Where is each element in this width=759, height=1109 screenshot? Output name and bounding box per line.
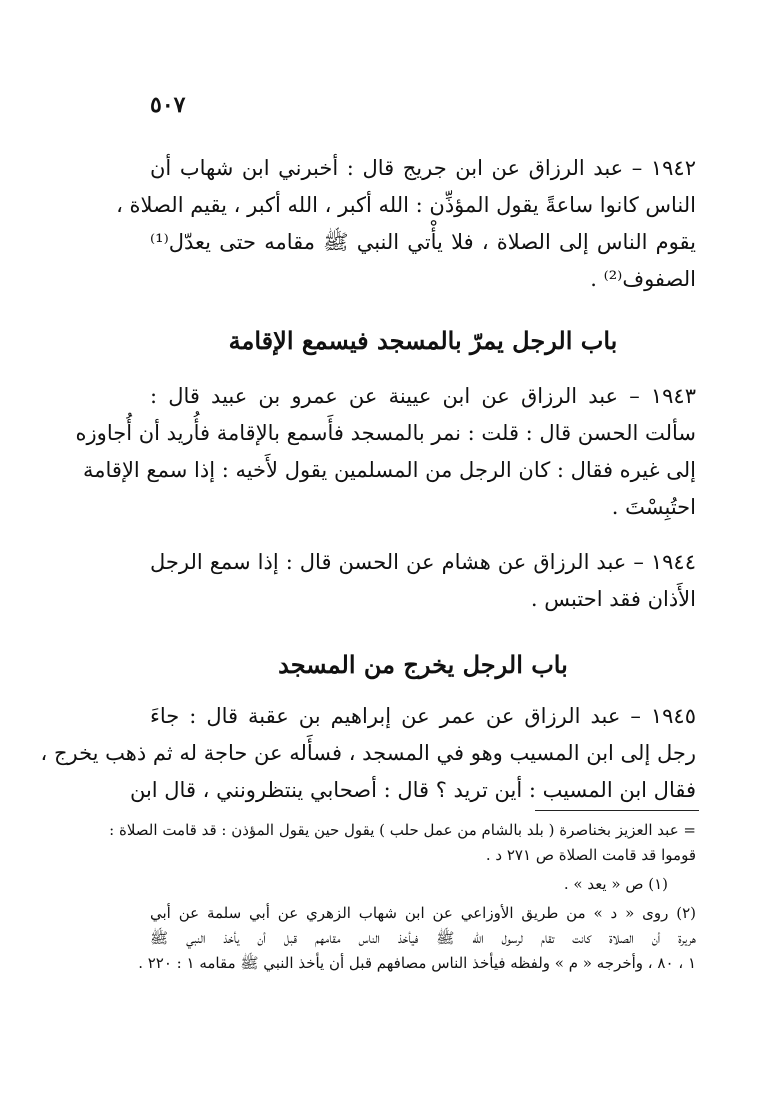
entry-1943-line: سألت الحسن قال : قلت : نمر بالمسجد فأَسمع بالإقامة فأُريد أن أُجاوزه: [75, 421, 696, 445]
entry-1944: [150, 544, 696, 618]
entry-1943-line: ١٩٤٣ – عبد الرزاق عن ابن عيينة عن عمرو بن عبيد قال :: [150, 384, 696, 408]
entry-1944-line: الأَذان فقد احتبس .: [530, 587, 696, 611]
entry-1942-line: الصفوف⁽²⁾ .: [590, 267, 696, 291]
page-number: ٥٠٧: [150, 92, 186, 118]
footnote-2: (٢) روى « د » من طريق الأوزاعي عن ابن شهاب الزهري عن أبي سلمة عن أبي: [150, 904, 696, 922]
chapter-heading: باب الرجل يمرّ بالمسجد فيسمع الإقامة: [228, 326, 618, 355]
entry-1943-line: إلى غيره فقال : كان الرجل من المسلمين يقول لأَخيه : إذا سمع الإقامة: [83, 458, 696, 482]
entry-1945-line: فقال ابن المسيب : أين تريد ؟ قال : أصحابي ينتظرونني ، قال ابن: [129, 778, 696, 802]
entry-1942-line: ١٩٤٢ – عبد الرزاق عن ابن جريج قال : أخبرني ابن شهاب أن: [150, 156, 696, 180]
entry-1944-line: ١٩٤٤ – عبد الرزاق عن هشام عن الحسن قال : إذا سمع الرجل: [150, 550, 696, 574]
footnotes: [109, 818, 696, 976]
footnote-1: (١) ص « يعد » .: [563, 875, 668, 893]
entry-1943: [75, 378, 696, 526]
entry-1942-line: الناس كانوا ساعةً يقول المؤذِّن : الله أكبر ، الله أكبر ، يقيم الصلاة ،: [116, 193, 696, 217]
entry-1943-line: احتُبِسْتَ .: [611, 495, 696, 519]
footnote-line: ١ ، ٨٠ ، وأخرجه « م » ولفظه فيأخذ الناس مصافهم قبل أن يأخذ النبي ﷺ مقامه ١ : ٢٢٠ .: [138, 954, 696, 972]
chapter-heading: باب الرجل يخرج من المسجد: [278, 650, 568, 679]
footnote-line: = عبد العزيز بخناصرة ( بلد بالشام من عمل حلب ) يقول حين يقول المؤذن : قد قامت الصلاة :: [109, 821, 696, 839]
footnote-divider: [535, 810, 699, 811]
entry-1942-line: يقوم الناس إلى الصلاة ، فلا يأْتي النبي ﷺ مقامه حتى يعدّل⁽¹⁾: [150, 230, 696, 254]
entry-1945-line: ١٩٤٥ – عبد الرزاق عن عمر عن إبراهيم بن عقبة قال : جاءَ: [150, 704, 696, 728]
footnote-line: قوموا قد قامت الصلاة ص ٢٧١ د .: [485, 846, 696, 864]
entry-1945: [40, 698, 696, 809]
footnote-line: هريرة أن الصلاة كانت تقام لرسول الله ﷺ فيأخذ الناس مقامهم قبل أن يأخذ النبي ﷺ: [150, 929, 696, 947]
entry-1945-line: رجل إلى ابن المسيب وهو في المسجد ، فسأَله عن حاجة له ثم ذهب يخرج ،: [40, 741, 696, 765]
entry-1942: [116, 150, 696, 298]
